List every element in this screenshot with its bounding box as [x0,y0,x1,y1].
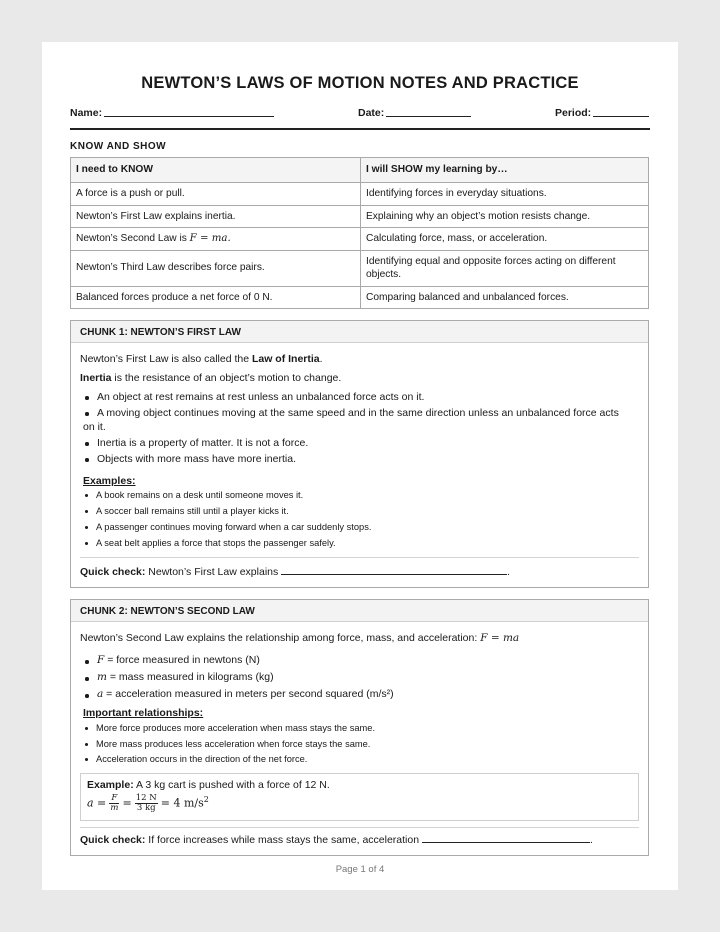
show-cell: Identifying equal and opposite forces acting on different objects. [361,250,649,286]
period-field[interactable] [593,116,649,117]
bullet-dot [85,458,89,462]
symbol-a: a [97,688,104,700]
variable-item [97,687,394,701]
quick-check-prompt: If force increases while mass stays the same, acceleration [145,834,422,846]
bullet-item: Inertia is a property of matter. It is not a force. [97,437,309,449]
fraction-values [135,794,158,813]
quick-check-answer-blank[interactable] [422,842,590,843]
bullet-dot [85,677,89,681]
bullet-dot [85,727,88,730]
date-label: Date: [358,107,385,119]
quick-check-answer-blank[interactable] [281,574,507,575]
frac-num: 12 N [135,793,157,803]
bullet-dot [85,694,89,698]
date-field[interactable] [386,116,471,117]
bullet-item: Objects with more mass have more inertia. [97,453,296,465]
table-row [71,228,649,251]
example-equation [87,794,209,813]
bullet-dot [85,758,88,761]
name-label: Name: [70,107,103,119]
quick-check-divider [80,557,639,558]
know-cell: Newton’s Third Law describes force pairs. [71,250,361,286]
know-text: Newton’s Second Law is [76,233,190,244]
examples-label: Examples: [83,475,136,487]
example-item: A passenger continues moving forward when a car suddenly stops. [96,522,372,532]
bullet-item: A moving object continues moving at the same speed and in the same direction unless an unbalanced force acts [97,407,619,419]
symbol-m: m [97,671,107,683]
know-cell [71,228,361,251]
chunk-1-box [70,320,649,588]
bullet-dot [85,510,88,513]
table-row [71,286,649,309]
inertia-definition [80,371,341,385]
inertia-def-text: is the resistance of an object’s motion to change. [111,372,342,384]
equation-f-ma: F = ma. [189,233,231,244]
table-row [71,250,649,286]
example-statement [87,778,330,792]
table-row [71,205,649,228]
variable-desc: = force measured in newtons (N) [104,654,260,666]
relationship-item: More mass produces less acceleration when force stays the same. [96,739,371,749]
quick-check-label: Quick check: [80,834,146,846]
relationship-item: Acceleration occurs in the direction of the net force. [96,754,308,764]
bullet-dot [85,542,88,545]
intro-bold: Law of Inertia [251,353,320,365]
table-row [71,183,649,206]
know-show-heading: KNOW AND SHOW [70,141,167,152]
worksheet-page [42,42,678,890]
eq-exponent: 2 [203,794,209,804]
know-cell: A force is a push or pull. [71,183,361,206]
fraction-f-over-m [109,794,119,813]
table-header-row [71,158,649,183]
header-divider [70,128,650,130]
frac-den: m [110,803,119,813]
example-item: A book remains on a desk until someone moves it. [96,490,304,500]
bullet-dot [85,660,89,664]
quick-check-end: . [590,834,593,846]
quick-check-1 [80,565,510,579]
show-cell: Explaining why an object’s motion resists change. [361,205,649,228]
show-cell: Calculating force, mass, or acceleration. [361,228,649,251]
bullet-dot [85,743,88,746]
bullet-dot [85,412,89,416]
frac-num: F [109,794,119,804]
name-field[interactable] [104,116,274,117]
frac-den: 3 kg [136,803,156,813]
quick-check-label: Quick check: [80,566,146,578]
inertia-term: Inertia [80,372,112,384]
know-cell: Balanced forces produce a net force of 0 N. [71,286,361,309]
example-label: Example: [87,779,134,791]
intro-end: . [319,353,323,365]
column-header-show: I will SHOW my learning by… [361,158,649,183]
eq-equals: = [122,796,132,810]
relationship-item: More force produces more acceleration when mass stays the same. [96,723,376,733]
column-header-know: I need to KNOW [71,158,361,183]
bullet-dot [85,494,88,497]
show-cell: Identifying forces in everyday situations. [361,183,649,206]
relationships-label: Important relationships: [83,707,204,719]
know-cell: Newton’s First Law explains inertia. [71,205,361,228]
variable-desc: = acceleration measured in meters per second squared (m/s²) [103,688,394,700]
page-title: NEWTON’S LAWS OF MOTION NOTES AND PRACTICE [141,74,579,92]
variable-desc: = mass measured in kilograms (kg) [106,671,274,683]
example-text: A 3 kg cart is pushed with a force of 12 N. [133,779,330,791]
equation-f-ma: F = ma [480,632,520,644]
bullet-dot [85,526,88,529]
quick-check-end: . [507,566,511,578]
eq-a: a = [87,796,107,810]
quick-check-2 [80,833,593,847]
chunk-1-heading: CHUNK 1: NEWTON’S FIRST LAW [71,321,648,343]
intro-text: Newton’s Second Law explains the relationship among force, mass, and acceleration: [80,632,481,644]
quick-check-prompt: Newton’s First Law explains [145,566,282,578]
page-number: Page 1 of 4 [335,864,385,875]
show-cell: Comparing balanced and unbalanced forces. [361,286,649,309]
period-label: Period: [555,107,592,119]
chunk-1-intro [80,352,323,366]
variable-item [97,670,274,684]
bullet-dot [85,396,89,400]
quick-check-divider [80,827,639,828]
example-item: A soccer ball remains still until a player kicks it. [96,506,289,516]
chunk-2-box [70,599,649,856]
variable-item [97,653,260,667]
eq-result: = 4 m/s [160,796,204,810]
example-box [80,773,639,821]
know-show-table [70,157,649,309]
example-item: A seat belt applies a force that stops the passenger safely. [96,538,336,548]
bullet-item-continued: on it. [83,421,106,433]
chunk-2-heading: CHUNK 2: NEWTON’S SECOND LAW [71,600,648,622]
bullet-dot [85,442,89,446]
bullet-item: An object at rest remains at rest unless an unbalanced force acts on it. [97,391,425,403]
symbol-f: F [97,654,105,666]
intro-text: Newton’s First Law is also called the [80,353,252,365]
chunk-2-intro [80,631,519,645]
